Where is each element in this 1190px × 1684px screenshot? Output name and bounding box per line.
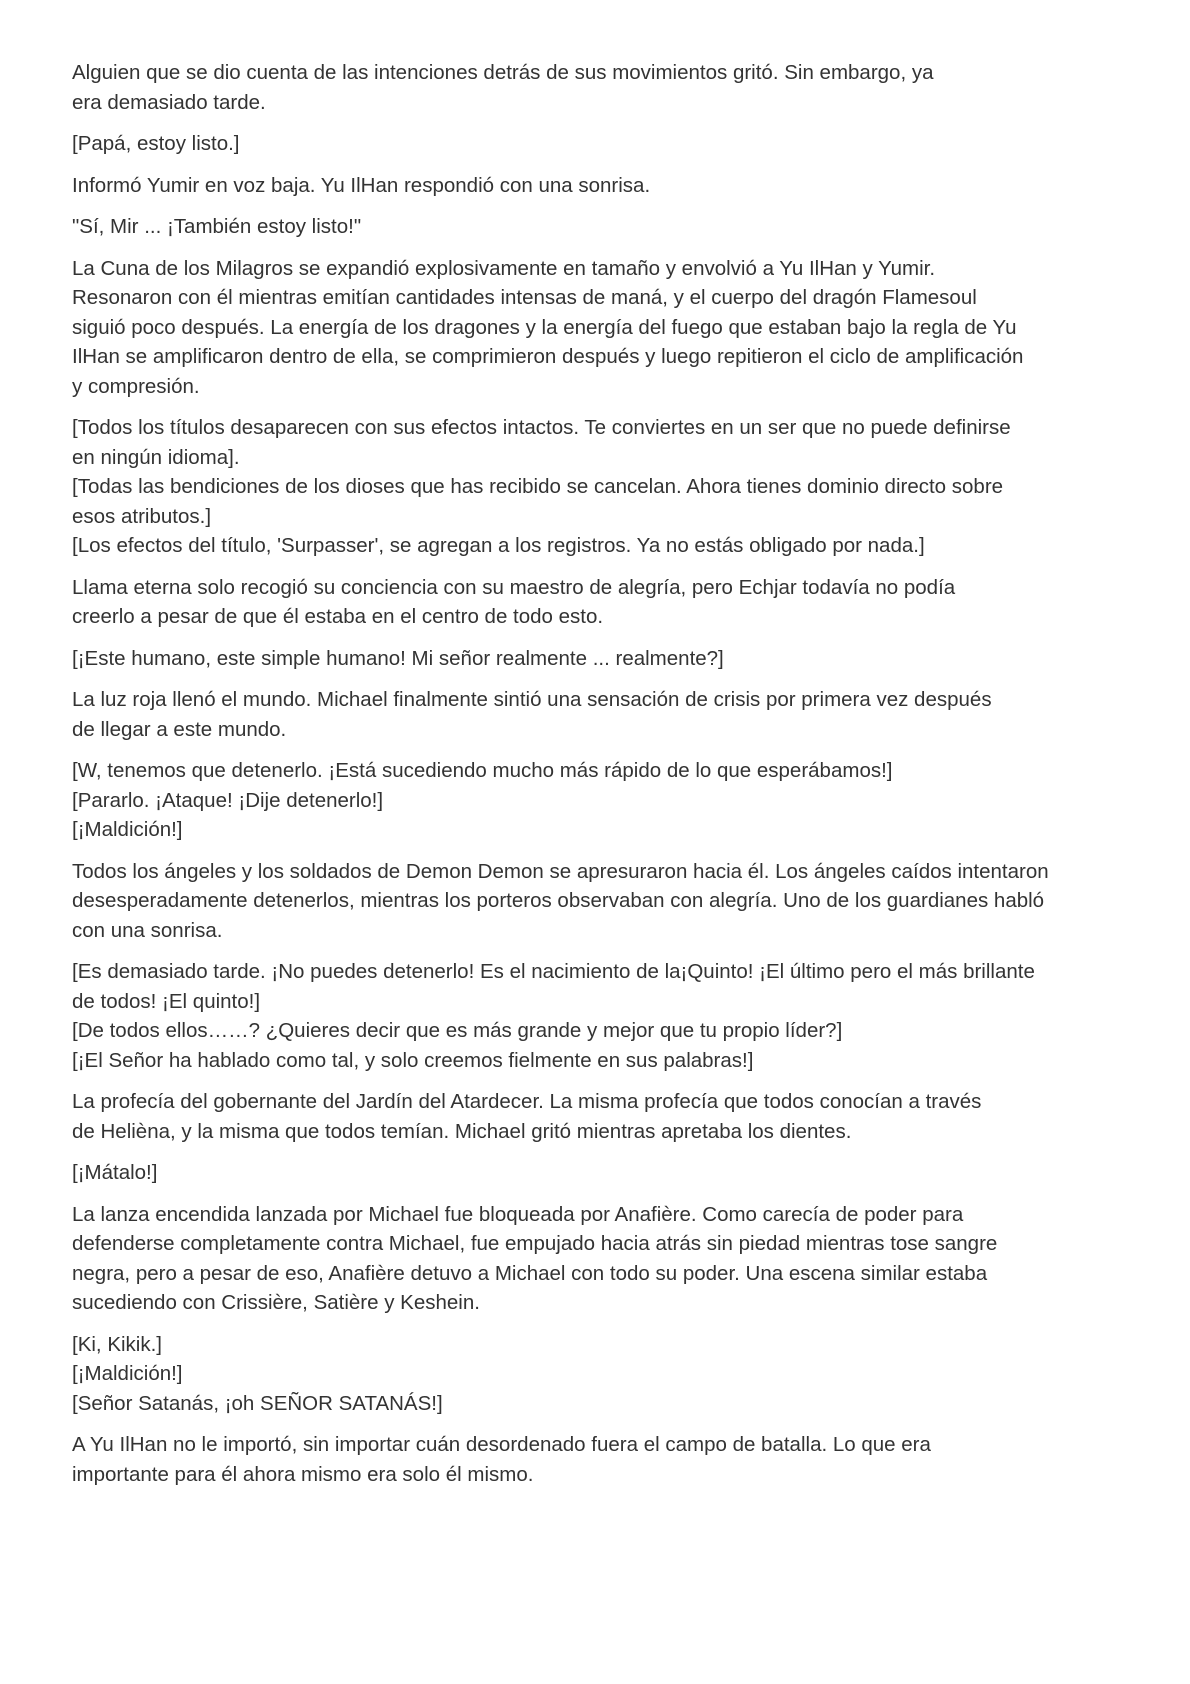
paragraph [72, 1200, 1122, 1318]
text-line: La lanza encendida lanzada por Michael fue bloqueada por Anafière. Como carecía de poder para [72, 1202, 964, 1226]
text-line: Informó Yumir en voz baja. Yu IlHan respondió con una sonrisa. [72, 173, 651, 197]
text-line: siguió poco después. La energía de los dragones y la energía del fuego que estaban bajo la regla de Yu [72, 315, 1017, 339]
text-line: La profecía del gobernante del Jardín del Atardecer. La misma profecía que todos conocían a través [72, 1090, 982, 1113]
text-line: de Helièna, y la misma que todos temían. Michael gritó mientras apretaba los dientes. [72, 1119, 852, 1143]
text-line: Todos los ángeles y los soldados de Demon Demon se apresuraron hacia él. Los ángeles caídos intentaron [72, 859, 1049, 883]
text-line: era demasiado tarde. [72, 90, 266, 114]
text-line: "Sí, Mir ... ¡También estoy listo!" [72, 215, 362, 238]
text-line: [Señor Satanás, ¡oh SEÑOR SATANÁS!] [72, 1391, 443, 1415]
text-line: [W, tenemos que detenerlo. ¡Está sucediendo mucho más rápido de lo que esperábamos!] [72, 759, 893, 782]
text-line: [Papá, estoy listo.] [72, 132, 240, 155]
text-line: IlHan se amplificaron dentro de ella, se comprimieron después y luego repitieron el ciclo de amplificación [72, 345, 1024, 368]
text-line: importante para él ahora mismo era solo él mismo. [72, 1462, 534, 1486]
text-line: [Los efectos del título, 'Surpasser', se agregan a los registros. Ya no estás obligado por nada.] [72, 534, 925, 557]
text-line: de todos! ¡El quinto!] [72, 989, 261, 1013]
text-line: desesperadamente detenerlos, mientras los porteros observaban con alegría. Uno de los guardianes habló [72, 889, 1045, 912]
paragraph [72, 573, 1122, 632]
paragraph [72, 254, 1122, 402]
text-line: Llama eterna solo recogió su conciencia con su maestro de alegría, pero Echjar todavía no podía [72, 575, 956, 599]
paragraph [72, 857, 1122, 946]
text-line: A Yu IlHan no le importó, sin importar cuán desordenado fuera el campo de batalla. Lo que era [72, 1433, 931, 1456]
text-line: [¡El Señor ha hablado como tal, y solo creemos fielmente en sus palabras!] [72, 1048, 754, 1072]
text-line: [¡Maldición!] [72, 818, 183, 841]
paragraph [72, 212, 1122, 242]
text-line: La Cuna de los Milagros se expandió explosivamente en tamaño y envolvió a Yu IlHan y Yumir. [72, 256, 936, 280]
text-line: [Es demasiado tarde. ¡No puedes detenerlo! Es el nacimiento de la¡Quinto! ¡El último pero el más brillante [72, 960, 1035, 983]
text-line: defenderse completamente contra Michael, fue empujado hacia atrás sin piedad mientras tose sangre [72, 1232, 998, 1255]
text-line: [De todos ellos……? ¿Quieres decir que es más grande y mejor que tu propio líder?] [72, 1019, 843, 1042]
text-line: negra, pero a pesar de eso, Anafière detuvo a Michael con todo su poder. Una escena similar estaba [72, 1261, 988, 1285]
paragraph [72, 756, 1122, 845]
paragraph [72, 957, 1122, 1075]
paragraph [72, 129, 1122, 159]
paragraph [72, 58, 1122, 117]
text-line: de llegar a este mundo. [72, 717, 287, 741]
text-line: Resonaron con él mientras emitían cantidades intensas de maná, y el cuerpo del dragón Flamesoul [72, 286, 977, 309]
text-line: [Todos los títulos desaparecen con sus efectos intactos. Te conviertes en un ser que no puede definirse [72, 416, 1011, 439]
text-line: con una sonrisa. [72, 918, 223, 942]
paragraph [72, 413, 1122, 561]
paragraph [72, 644, 1122, 674]
paragraph [72, 1158, 1122, 1188]
text-line: [¡Este humano, este simple humano! Mi señor realmente ... realmente?] [72, 646, 724, 670]
paragraph [72, 685, 1122, 744]
text-line: [Ki, Kikik.] [72, 1332, 162, 1356]
text-line: sucediendo con Crissière, Satière y Keshein. [72, 1291, 480, 1314]
text-line: [Pararlo. ¡Ataque! ¡Dije detenerlo!] [72, 788, 384, 812]
paragraph [72, 1087, 1122, 1146]
text-line: [Todas las bendiciones de los dioses que has recibido se cancelan. Ahora tienes dominio directo sobre [72, 475, 1004, 498]
text-line: y compresión. [72, 374, 200, 398]
text-line: en ningún idioma]. [72, 445, 240, 469]
text-line: [¡Mátalo!] [72, 1161, 158, 1184]
text-line: creerlo a pesar de que él estaba en el centro de todo esto. [72, 605, 604, 628]
paragraph [72, 171, 1122, 201]
text-line: Alguien que se dio cuenta de las intenciones detrás de sus movimientos gritó. Sin embargo, ya [72, 61, 934, 84]
document-page [72, 58, 1122, 1501]
text-line: esos atributos.] [72, 504, 212, 528]
paragraph [72, 1330, 1122, 1419]
text-line: La luz roja llenó el mundo. Michael finalmente sintió una sensación de crisis por primera vez después [72, 688, 992, 711]
text-line: [¡Maldición!] [72, 1362, 183, 1385]
paragraph [72, 1430, 1122, 1489]
